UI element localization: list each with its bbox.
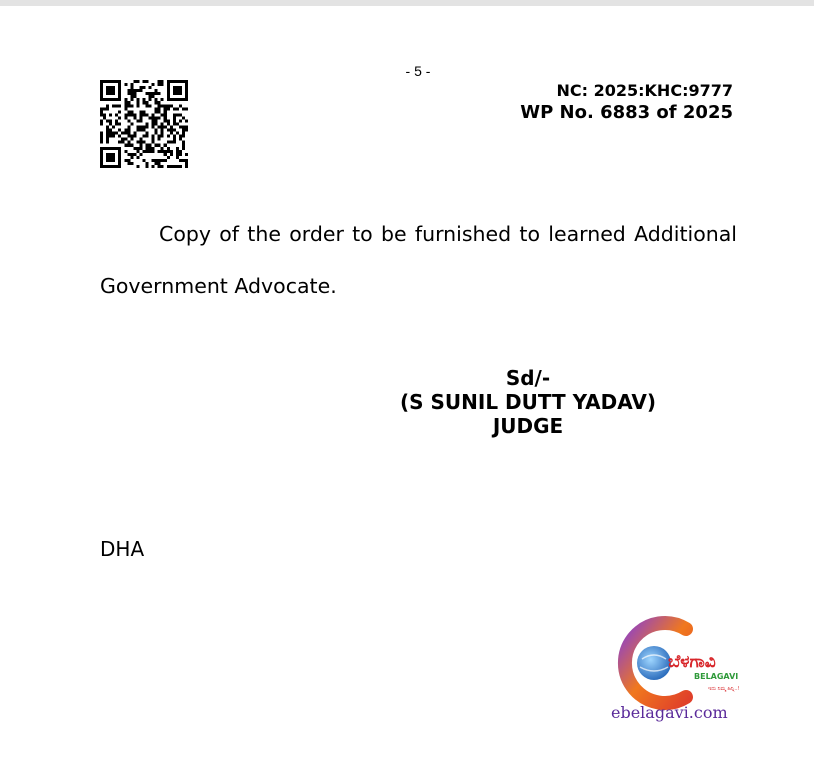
globe-icon xyxy=(637,646,671,680)
order-paragraph: Copy of the order to be furnished to learned Additional Government Advocate. xyxy=(100,222,737,298)
signature-block xyxy=(380,366,676,438)
ebelagavi-logo xyxy=(608,615,758,727)
case-number: WP No. 6883 of 2025 xyxy=(520,102,733,123)
logo-script-text: ಬೆಳಗಾವಿ xyxy=(668,652,716,672)
judge-name: (S SUNIL DUTT YADAV) xyxy=(400,390,656,414)
logo-tagline-text: ಇದು ನಿಮ್ಮ ಹಿನ್ನಿ..! xyxy=(708,686,740,692)
top-border-band xyxy=(0,0,814,6)
logo-belagavi-text: BELAGAVI xyxy=(694,672,739,681)
signed-mark: Sd/- xyxy=(505,366,551,390)
qr-code-icon xyxy=(100,80,188,168)
judge-designation: JUDGE xyxy=(492,414,564,438)
case-reference xyxy=(520,80,733,124)
page-number: - 5 - xyxy=(405,63,431,79)
logo-site-text: ebelagavi.com xyxy=(611,703,728,722)
neutral-citation: NC: 2025:KHC:9777 xyxy=(556,81,733,100)
typist-initials: DHA xyxy=(100,537,145,561)
